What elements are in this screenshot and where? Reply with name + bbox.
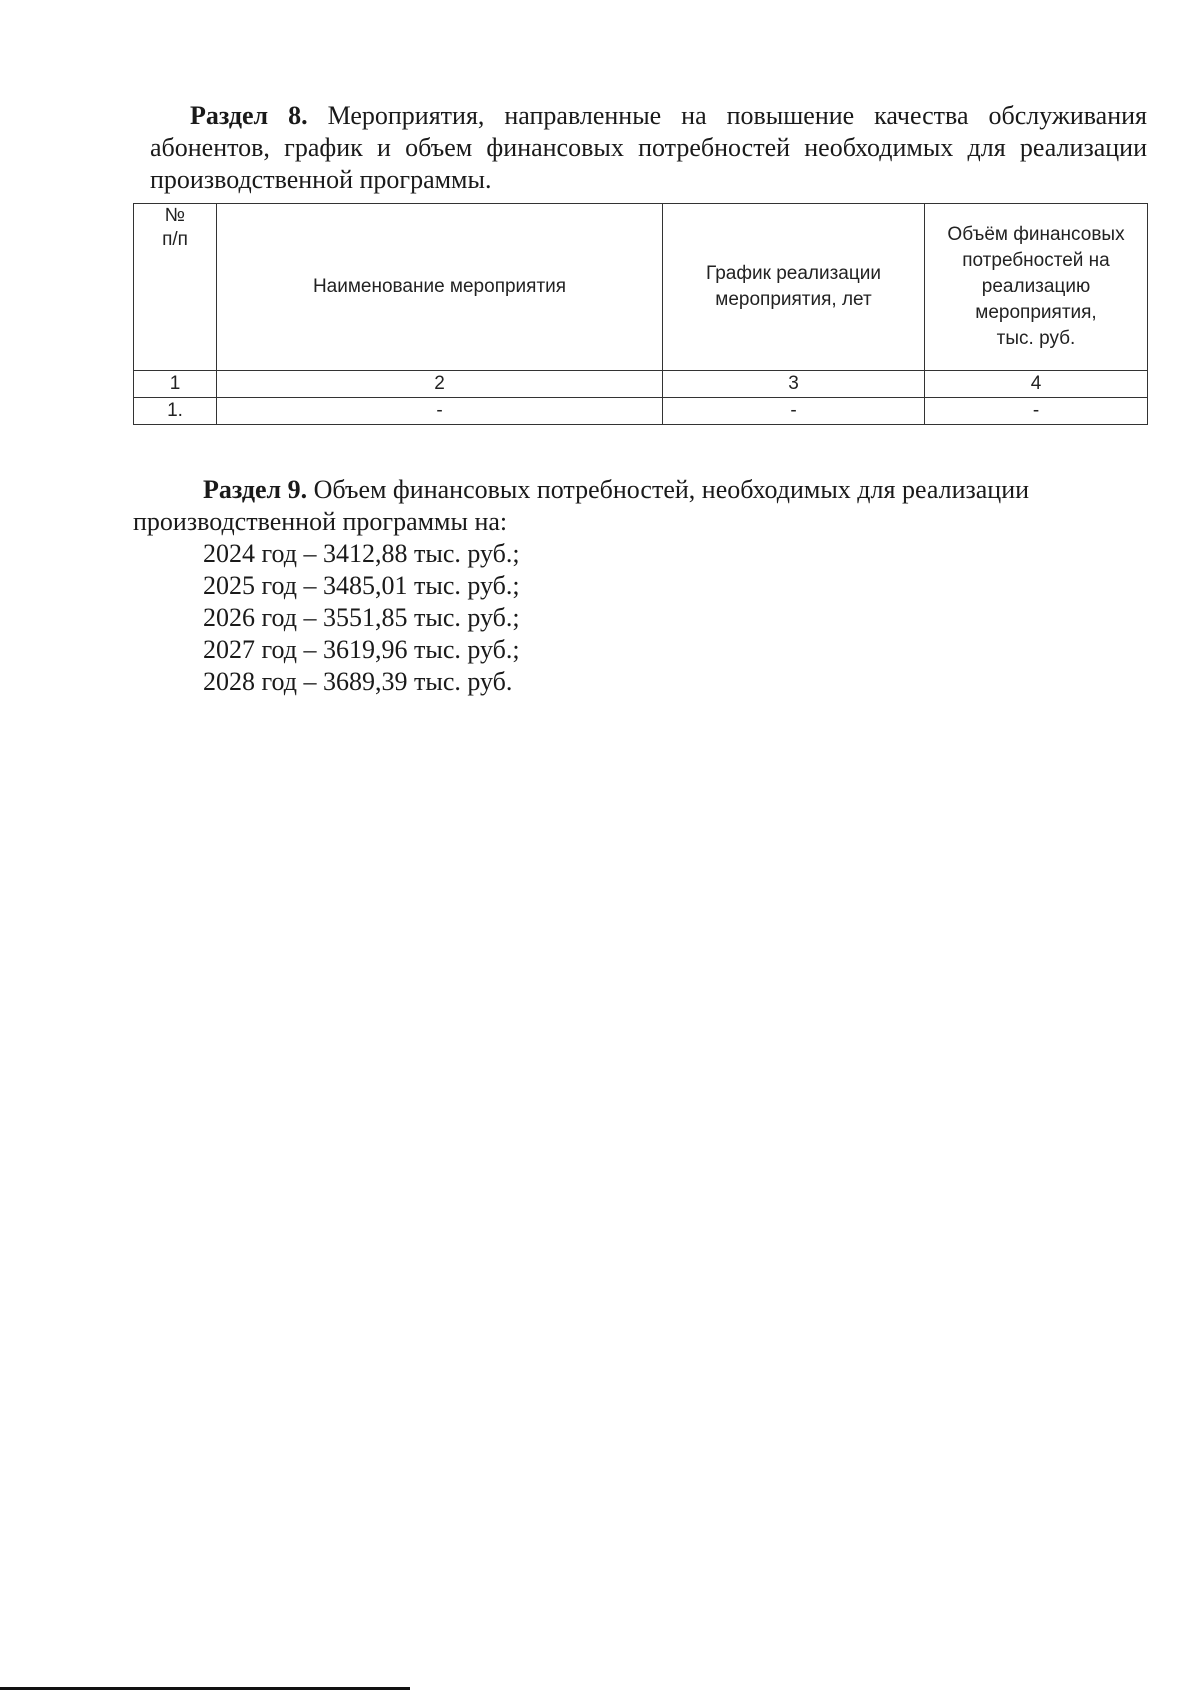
table-index-row (134, 371, 1148, 398)
header-volume: Объём финансовых потребностей на реализацию мероприятия, тыс. руб. (925, 204, 1148, 371)
section-8-text: Мероприятия, направленные на повышение качества обслуживания абонентов, график и объем финансовых потребностей необходимых для реализации производственной программы. (150, 101, 1148, 194)
table-cell: 4 (925, 371, 1148, 398)
section-9-text: Объем финансовых потребностей, необходимых для реализации производственной программы на: (133, 475, 1030, 536)
section-9-label: Раздел 9. (203, 475, 308, 504)
table-row (134, 398, 1148, 425)
year-line: 2026 год – 3551,85 тыс. руб.; (203, 603, 520, 632)
year-line: 2027 год – 3619,96 тыс. руб.; (203, 635, 520, 664)
measures-table (133, 203, 1148, 425)
header-name: Наименование мероприятия (217, 204, 663, 371)
section-8 (150, 100, 1147, 196)
table-cell: 1. (134, 398, 217, 425)
section-8-paragraph (150, 100, 1147, 196)
table-cell: - (663, 398, 925, 425)
section-8-label: Раздел 8. (190, 101, 308, 130)
table-cell: 2 (217, 371, 663, 398)
table-cell: - (925, 398, 1148, 425)
year-line: 2028 год – 3689,39 тыс. руб. (203, 667, 513, 696)
year-line: 2024 год – 3412,88 тыс. руб.; (203, 539, 520, 568)
table-cell: 3 (663, 371, 925, 398)
table-cell: - (217, 398, 663, 425)
year-line: 2025 год – 3485,01 тыс. руб.; (203, 571, 520, 600)
header-number: № п/п (134, 204, 217, 371)
table-cell: 1 (134, 371, 217, 398)
bottom-rule (0, 1687, 410, 1690)
header-schedule: График реализации мероприятия, лет (663, 204, 925, 371)
section-9-paragraph (133, 474, 1147, 538)
section-9 (133, 474, 1147, 698)
table-header-row (134, 204, 1148, 371)
